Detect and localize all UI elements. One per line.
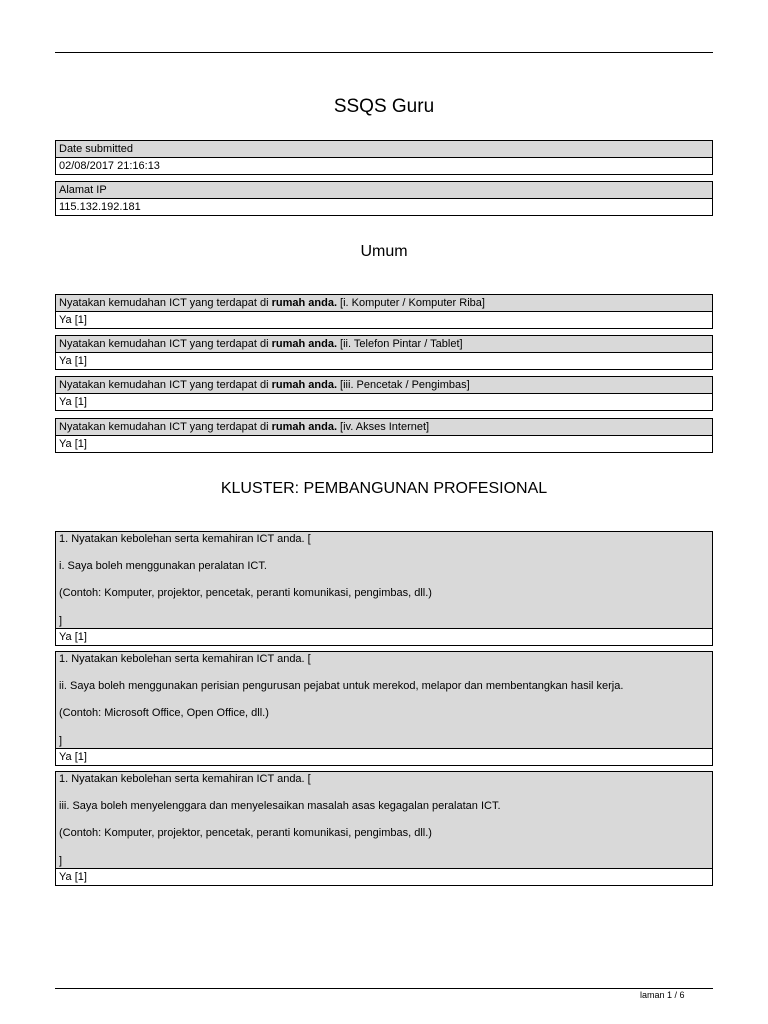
question-line: ii. Saya boleh menggunakan perisian pengurusan pejabat untuk merekod, melapor dan membentangkan hasil kerja. [59,680,624,692]
question-text: Nyatakan kemudahan ICT yang terdapat di rumah anda. [iii. Pencetak / Pengimbas] [56,377,712,394]
question-text: Nyatakan kemudahan ICT yang terdapat di rumah anda. [iv. Akses Internet] [56,419,712,436]
question-line: ] [59,735,63,747]
question-line: 1. Nyatakan kebolehan serta kemahiran ICT anda. [ [59,533,311,545]
section-heading-umum: Umum [360,243,408,260]
question-line: (Contoh: Komputer, projektor, pencetak, peranti komunikasi, pengimbas, dll.) [59,587,432,599]
question-line: i. Saya boleh menggunakan peralatan ICT. [59,560,267,572]
question-line: 1. Nyatakan kebolehan serta kemahiran ICT anda. [ [59,773,311,785]
meta-ip-box [55,181,713,216]
meta-value: 115.132.192.181 [56,199,712,215]
question-line: ] [59,615,63,627]
skill-question-box [55,651,713,766]
answer-text: Ya [1] [56,749,712,765]
page-title: SSQS Guru [333,96,435,117]
meta-date-box [55,140,713,175]
answer-text: Ya [1] [56,869,712,885]
top-rule [55,52,713,53]
question-text [56,652,712,749]
answer-text: Ya [1] [56,436,712,452]
question-line: ] [59,855,63,867]
meta-label: Alamat IP [56,182,712,199]
question-box [55,376,713,411]
meta-label: Date submitted [56,141,712,158]
question-text [56,532,712,629]
question-line: iii. Saya boleh menyelenggara dan menyelesaikan masalah asas kegagalan peralatan ICT. [59,800,501,812]
question-box [55,335,713,370]
question-box [55,294,713,329]
section-heading-kluster: KLUSTER: PEMBANGUNAN PROFESIONAL [220,480,548,497]
answer-text: Ya [1] [56,394,712,410]
answer-text: Ya [1] [56,353,712,369]
answer-text: Ya [1] [56,312,712,328]
meta-value: 02/08/2017 21:16:13 [56,158,712,174]
question-text: Nyatakan kemudahan ICT yang terdapat di rumah anda. [i. Komputer / Komputer Riba] [56,295,712,312]
question-box [55,418,713,453]
question-line: 1. Nyatakan kebolehan serta kemahiran ICT anda. [ [59,653,311,665]
bottom-rule [55,988,713,989]
question-text: Nyatakan kemudahan ICT yang terdapat di rumah anda. [ii. Telefon Pintar / Tablet] [56,336,712,353]
question-line: (Contoh: Komputer, projektor, pencetak, peranti komunikasi, pengimbas, dll.) [59,827,432,839]
skill-question-box [55,531,713,646]
page-number: laman 1 / 6 [640,990,685,1000]
question-line: (Contoh: Microsoft Office, Open Office, dll.) [59,707,269,719]
skill-question-box [55,771,713,886]
question-text [56,772,712,869]
answer-text: Ya [1] [56,629,712,645]
